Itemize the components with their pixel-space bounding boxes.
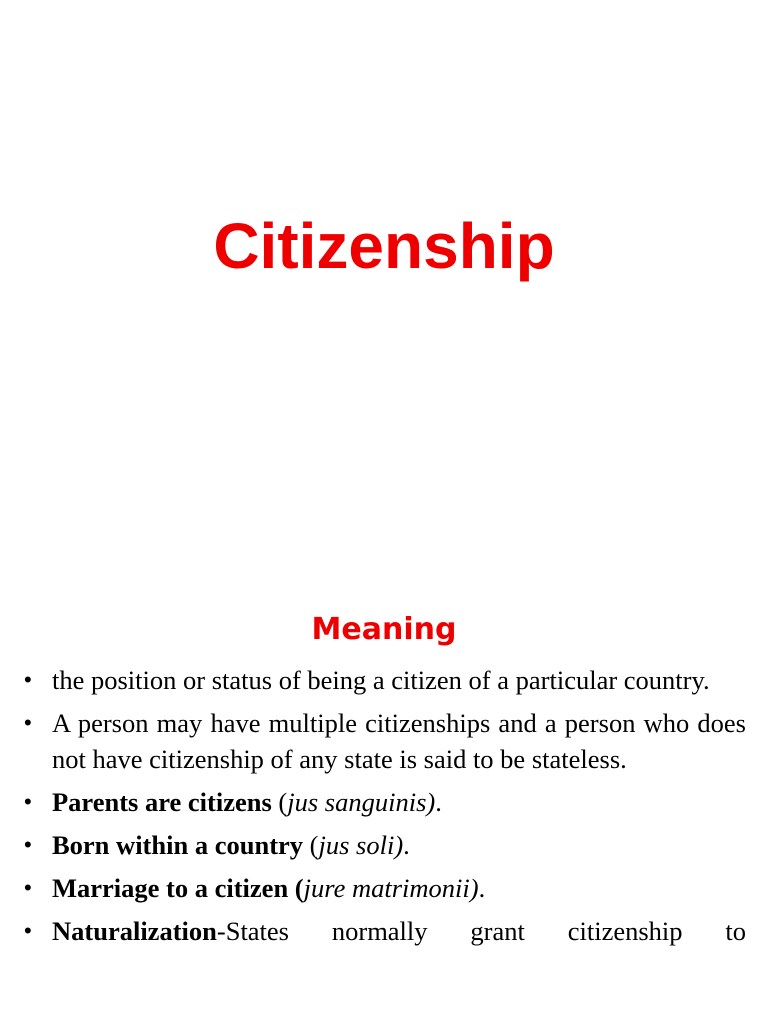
bullet-item-multiple-citizenship (24, 705, 746, 777)
bullet-tail: . (403, 830, 410, 860)
slide-title: Citizenship (213, 210, 555, 282)
section-heading-meaning: Meaning (311, 612, 457, 647)
bullet-bold-text: Naturalization (52, 916, 217, 946)
bullet-connector: ( (303, 830, 319, 860)
bullet-item-naturalization (24, 913, 746, 949)
bullet-connector: ( (271, 787, 288, 817)
bullet-tail: . (478, 873, 486, 903)
bullet-text: A person may have multiple citizenships and a person who does not have citizenship of any state is said to be stateless. (52, 708, 746, 774)
bullet-icon: • (24, 667, 32, 692)
bullet-bold-text: Born within a country (52, 830, 304, 860)
bullet-item-jure-matrimonii (24, 870, 746, 906)
bullet-latin-term: jure matrimonii) (303, 873, 479, 903)
bullet-text: the position or status of being a citizen of a particular country. (52, 665, 710, 695)
bullet-tail: -States normally grant citizenship to (216, 916, 746, 946)
bullet-item-jus-sanguinis (24, 784, 746, 820)
bullet-bold-text: Marriage to a citizen ( (52, 873, 304, 903)
bullet-tail: . (435, 787, 442, 817)
bullet-latin-term: jus sanguinis) (287, 787, 436, 817)
bullet-item-jus-soli (24, 827, 746, 863)
bullet-icon: • (24, 710, 32, 735)
bullet-icon: • (24, 875, 32, 900)
bullet-item-definition (24, 662, 746, 698)
bullet-icon: • (24, 918, 32, 943)
bullet-bold-text: Parents are citizens (52, 787, 272, 817)
bullet-icon: • (24, 832, 32, 857)
bullet-icon: • (24, 789, 32, 814)
bullet-latin-term: jus soli) (318, 830, 404, 860)
meaning-bullet-list (24, 662, 746, 956)
